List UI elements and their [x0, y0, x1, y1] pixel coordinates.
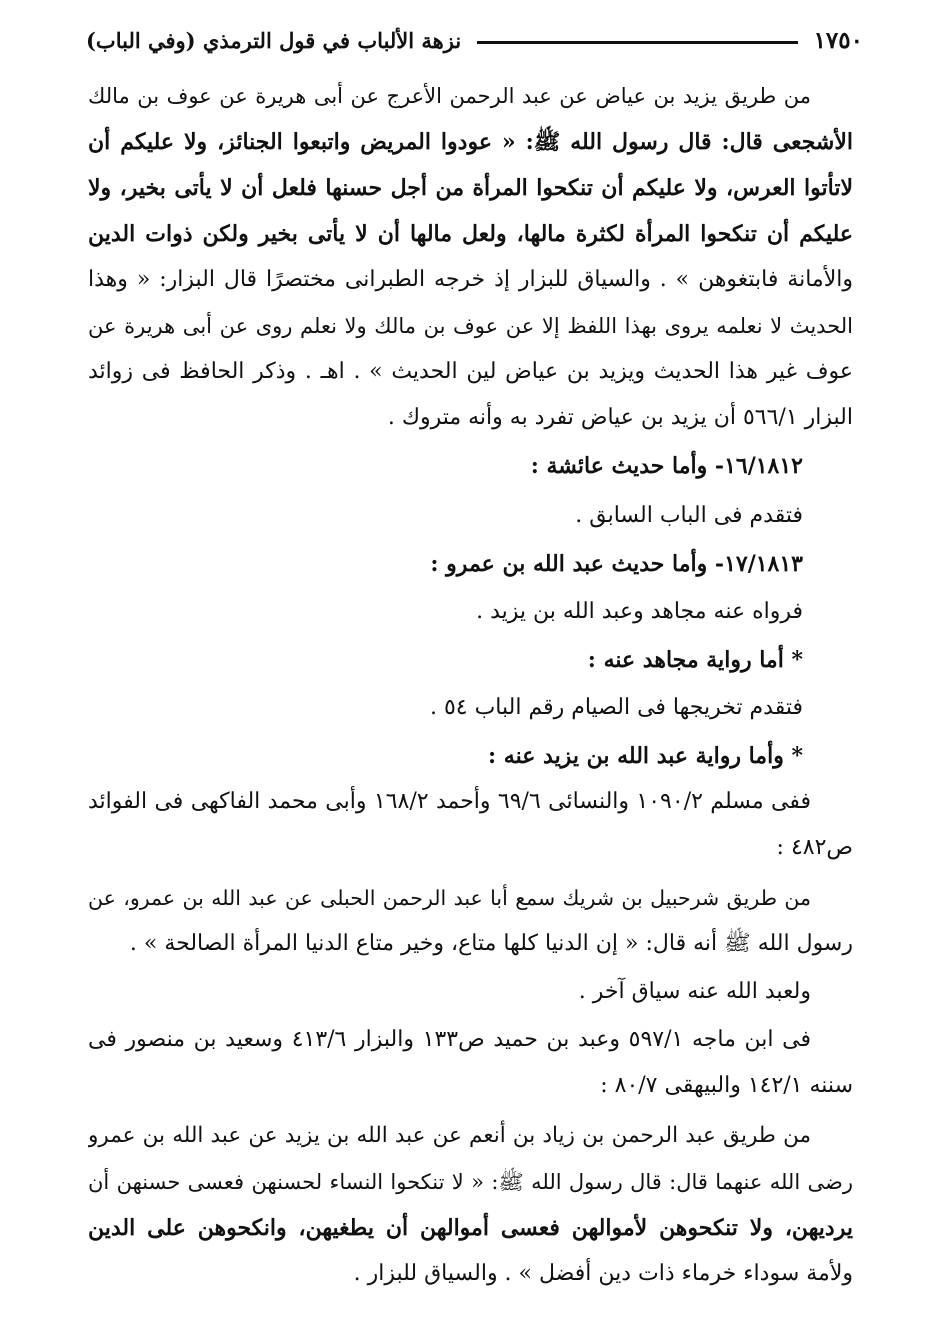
- text-line: فتقدم تخريجها فى الصيام رقم الباب ٥٤ .: [429, 695, 803, 720]
- text-line: عليكم أن تنكحوا المرأة لكثرة مالها، ولعل مالها أن لا يأتى بخير ولكن ذوات الدين: [88, 221, 853, 247]
- subsection-heading: * وأما رواية عبد الله بن يزيد عنه :: [488, 743, 803, 769]
- text-line: ولعبد الله عنه سياق آخر .: [578, 979, 811, 1004]
- page-number: ١٧٥٠: [813, 26, 863, 54]
- text-line: البزار ٥٦٦/١ أن يزيد بن عياض تفرد به وأنه متروك .: [387, 405, 853, 430]
- text-line: سننه ١٤٢/١ والبيهقى ٨٠/٧ :: [600, 1073, 853, 1098]
- text-line: فى ابن ماجه ٥٩٧/١ وعبد بن حميد ص١٣٣ والبزار ٤١٣/٦ وسعيد بن منصور فى: [88, 1027, 811, 1052]
- text-line: عوف غير هذا الحديث ويزيد بن عياض لين الحديث » . اهـ . وذكر الحافظ فى زوائد: [88, 359, 853, 384]
- text-line: من طريق شرحبيل بن شريك سمع أبا عبد الرحمن الحبلى عن عبد الله بن عمرو، عن: [88, 886, 811, 910]
- text-line: ففى مسلم ١٠٩٠/٢ والنسائى ٦٩/٦ وأحمد ١٦٨/٢ وأبى محمد الفاكهى فى الفوائد: [88, 789, 811, 814]
- text-line: لاتأتوا العرس، ولا عليكم أن تنكحوا المرأة من أجل حسنها فلعل أن لا يأتى بخير، ولا: [88, 175, 853, 201]
- text-line: من طريق يزيد بن عياض عن عبد الرحمن الأعرج عن أبى هريرة عن عوف بن مالك: [88, 84, 811, 108]
- text-line: ولأمة سوداء خرماء ذات دين أفضل » . والسياق للبزار .: [353, 1261, 853, 1286]
- text-line: والأمانة فابتغوهن » . والسياق للبزار إذ خرجه الطبرانى مختصرًا قال البزار: « وهذا: [88, 267, 853, 292]
- text-line: يرديهن، ولا تنكحوهن لأموالهن فعسى أموالهن أن يطغيهن، وانكحوهن على الدين: [88, 1215, 853, 1241]
- text-line: فتقدم فى الباب السابق .: [575, 503, 803, 528]
- page-header: [86, 22, 863, 58]
- section-heading: ١٧/١٨١٣- وأما حديث عبد الله بن عمرو :: [430, 551, 803, 577]
- text-line: الأشجعى قال: قال رسول الله ﷺ: « عودوا المريض واتبعوا الجنائز، ولا عليكم أن: [88, 129, 853, 155]
- text-line: الحديث لا نعلمه يروى بهذا اللفظ إلا عن عوف بن مالك ولا نعلم روى عن أبى هريرة عن: [88, 314, 853, 338]
- text-line: ص٤٨٢ :: [776, 835, 853, 860]
- running-title: نزهة الألباب في قول الترمذي (وفي الباب): [86, 27, 462, 53]
- text-line: رسول الله ﷺ أنه قال: « إن الدنيا كلها متاع، وخير متاع الدنيا المرأة الصالحة » .: [129, 931, 853, 956]
- text-line: من طريق عبد الرحمن بن زياد بن أنعم عن عبد الله بن يزيد عن عبد الله بن عمرو: [88, 1123, 811, 1148]
- text-line: رضى الله عنهما قال: قال رسول الله ﷺ: « لا تنكحوا النساء لحسنهن فعسى حسنهن أن: [88, 1170, 853, 1194]
- subsection-heading: * أما رواية مجاهد عنه :: [587, 647, 803, 673]
- section-heading: ١٦/١٨١٢- وأما حديث عائشة :: [530, 453, 803, 479]
- header-rule: [477, 41, 797, 44]
- text-line: فرواه عنه مجاهد وعبد الله بن يزيد .: [476, 599, 803, 624]
